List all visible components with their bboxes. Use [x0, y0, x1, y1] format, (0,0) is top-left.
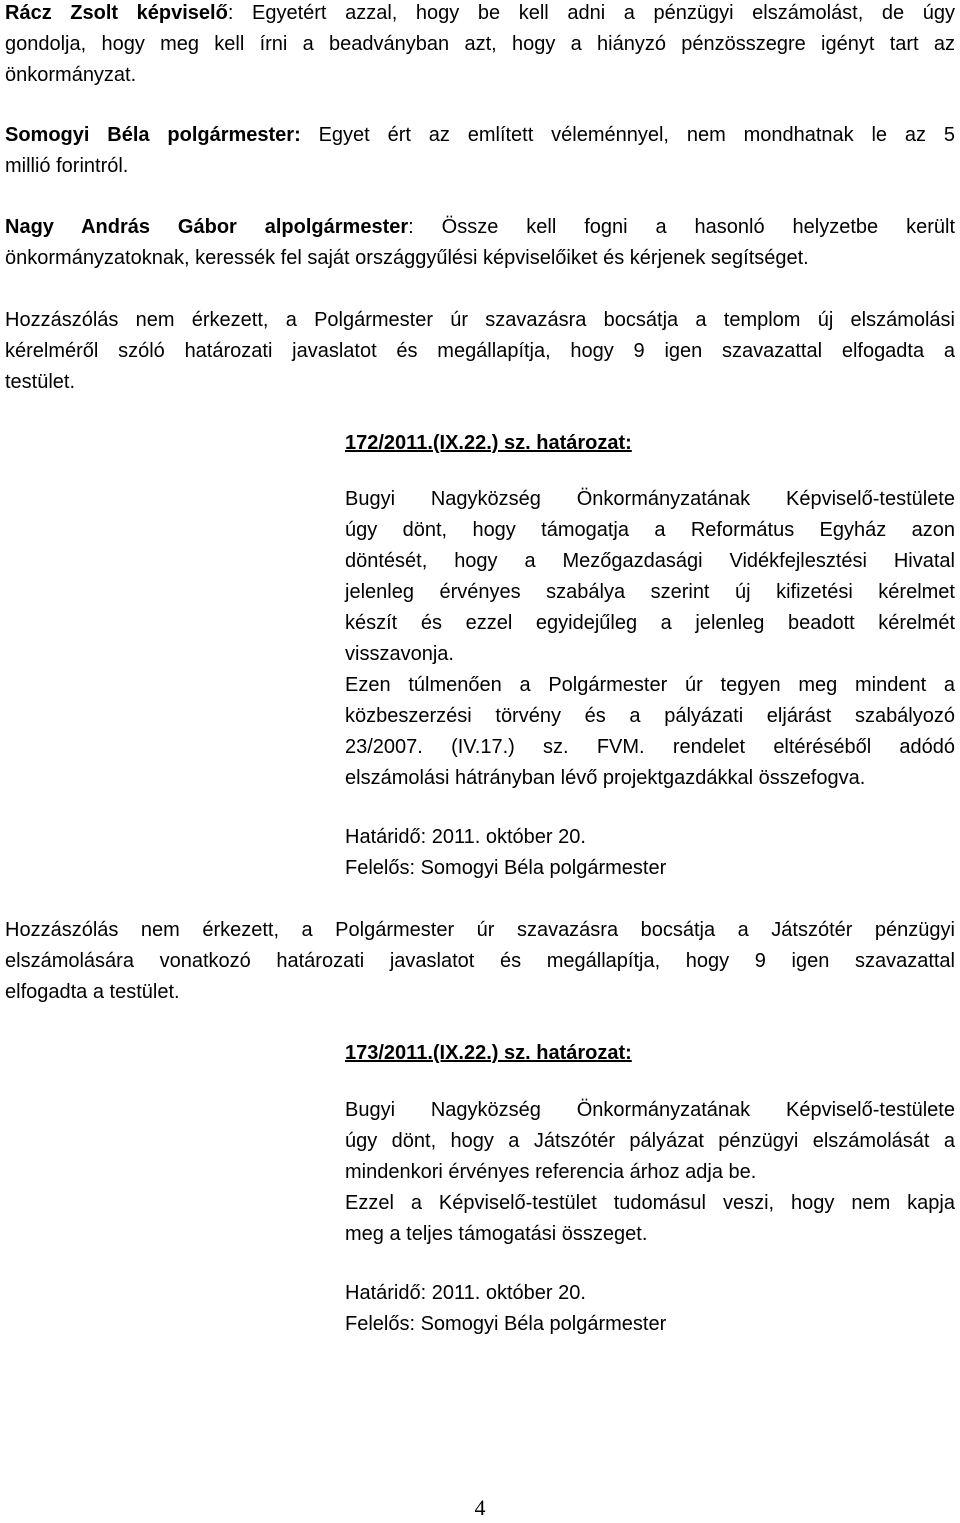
page-number: 4	[474, 1495, 486, 1520]
resolution-line: meg a teljes támogatási összeget.	[345, 1223, 648, 1245]
resolution-line: Ezen túlmenően a Polgármester úr tegyen meg mindent a	[345, 674, 955, 696]
paragraph-line: millió forintról.	[5, 155, 129, 177]
paragraph-line: Rácz Zsolt képviselő: Egyetért azzal, hogy be kell adni a pénzügyi elszámolást, de úgy	[5, 2, 955, 24]
resolution-title: 172/2011.(IX.22.) sz. határozat:	[345, 432, 632, 454]
paragraph-vote-1	[5, 305, 955, 398]
resolution-line: 23/2007. (IV.17.) sz. FVM. rendelet eltéréséből adódó	[345, 736, 955, 758]
paragraph-line: önkormányzat.	[5, 64, 137, 86]
paragraph-line: kérelméről szóló határozati javaslatot és megállapítja, hogy 9 igen szavazattal elfogadta a	[5, 340, 955, 362]
paragraph-line: Nagy András Gábor alpolgármester: Össze kell fogni a hasonló helyzetbe került	[5, 216, 955, 238]
responsible: Felelős: Somogyi Béla polgármester	[345, 857, 667, 879]
speaker-name: Nagy András Gábor alpolgármester	[5, 216, 409, 238]
resolution-line: elszámolási hátrányban lévő projektgazdákkal összefogva.	[345, 767, 866, 789]
resolution-line: úgy dönt, hogy a Játszótér pályázat pénzügyi elszámolását a	[345, 1130, 955, 1152]
responsible: Felelős: Somogyi Béla polgármester	[345, 1313, 667, 1335]
resolution-line: visszavonja.	[345, 643, 454, 665]
paragraph-line: elfogadta a testület.	[5, 981, 180, 1003]
paragraph-racz-zsolt	[5, 0, 955, 91]
resolution-line: döntését, hogy a Mezőgazdasági Vidékfejlesztési Hivatal	[345, 550, 955, 572]
paragraph-line: gondolja, hogy meg kell írni a beadványban azt, hogy a hiányzó pénzösszegre igényt tart az	[5, 33, 955, 55]
deadline: Határidő: 2011. október 20.	[345, 826, 586, 848]
paragraph-line: Somogyi Béla polgármester: Egyet ért az említett véleménnyel, nem mondhatnak le az 5	[5, 124, 955, 146]
resolution-meta	[345, 1278, 955, 1340]
deadline: Határidő: 2011. október 20.	[345, 1282, 586, 1304]
paragraph-line: elszámolására vonatkozó határozati javaslatot és megállapítja, hogy 9 igen szavazattal	[5, 950, 955, 972]
resolution-line: készít és ezzel egyidejűleg a jelenleg beadott kérelmét	[345, 612, 955, 634]
paragraph-somogyi-bela	[5, 120, 955, 182]
resolution-line: Bugyi Nagyközség Önkormányzatának Képviselő-testülete	[345, 1099, 955, 1121]
resolution-line: Ezzel a Képviselő-testület tudomásul veszi, hogy nem kapja	[345, 1192, 955, 1214]
paragraph-line: Hozzászólás nem érkezett, a Polgármester úr szavazásra bocsátja a templom új elszámolási	[5, 309, 955, 331]
resolution-body	[345, 484, 955, 794]
speaker-name: Rácz Zsolt képviselő	[5, 2, 228, 24]
paragraph-nagy-andras-gabor	[5, 212, 955, 274]
resolution-meta	[345, 822, 955, 884]
resolution-line: úgy dönt, hogy támogatja a Református Egyház azon	[345, 519, 955, 541]
paragraph-line: testület.	[5, 371, 76, 393]
resolution-title: 173/2011.(IX.22.) sz. határozat:	[345, 1042, 632, 1064]
speaker-name: Somogyi Béla polgármester:	[5, 124, 301, 146]
paragraph-line: Hozzászólás nem érkezett, a Polgármester úr szavazásra bocsátja a Játszótér pénzügyi	[5, 919, 955, 941]
paragraph-vote-2	[5, 915, 955, 1008]
resolution-body	[345, 1095, 955, 1250]
resolution-line: jelenleg érvényes szabálya szerint új kifizetési kérelmet	[345, 581, 955, 603]
paragraph-line: önkormányzatoknak, keressék fel saját országgyűlési képviselőiket és kérjenek segítséget.	[5, 247, 809, 269]
resolution-line: Bugyi Nagyközség Önkormányzatának Képviselő-testülete	[345, 488, 955, 510]
resolution-line: közbeszerzési törvény és a pályázati eljárást szabályozó	[345, 705, 955, 727]
resolution-line: mindenkori érvényes referencia árhoz adja be.	[345, 1161, 757, 1183]
